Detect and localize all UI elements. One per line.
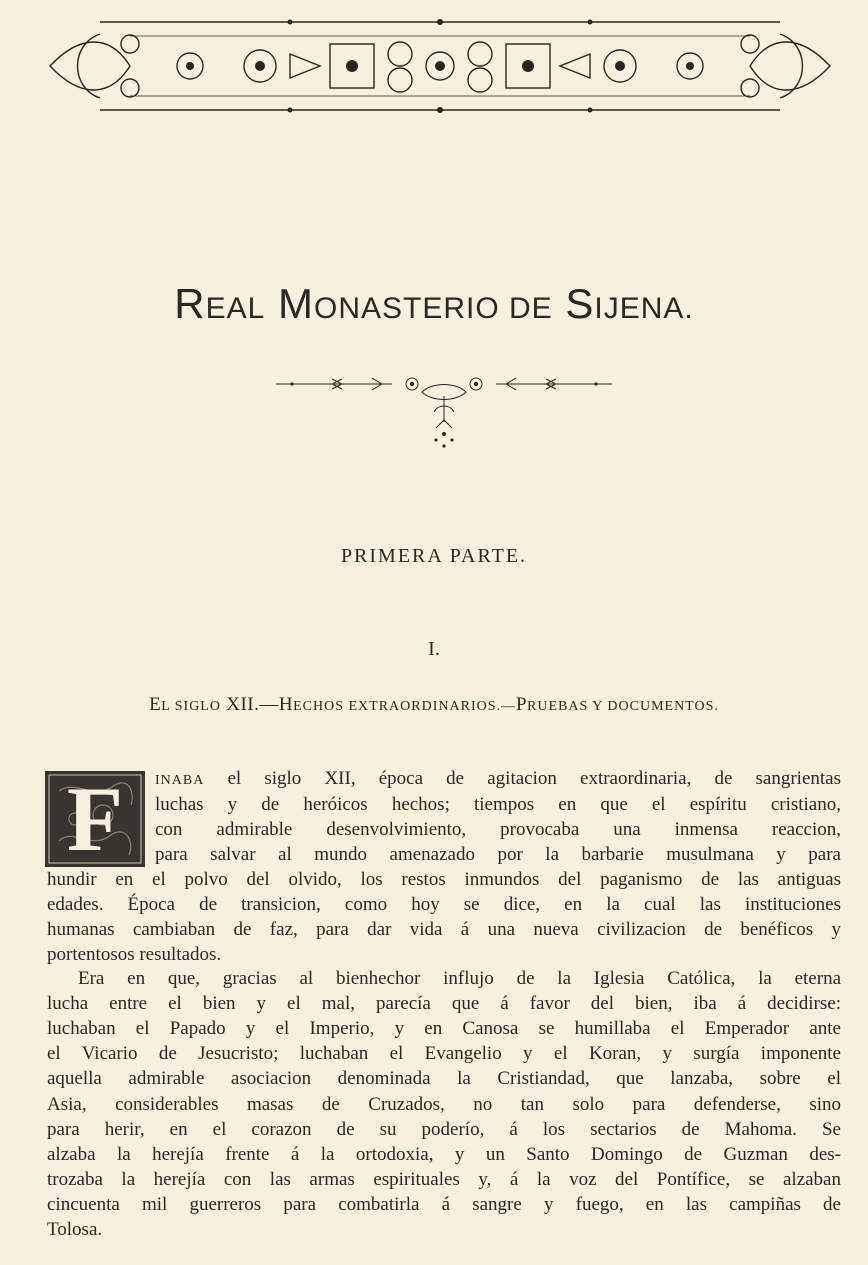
text-line: luchas y de heróicos hechos; tiempos en que el espíritu cristiano, [155, 794, 841, 815]
text-line: para herir, en el corazon de su poderío, á los sectarios de Mahoma. Se [47, 1119, 841, 1140]
text-line: para salvar al mundo amenazado por la barbarie musulmana y para [155, 844, 841, 865]
text-line: trozaba la herejía con las armas espirituales y, á la voz del Pontífice, se alzaban [47, 1169, 841, 1190]
text-line-content: el siglo XII, época de agitacion extraordinaria, de sangrientas [227, 768, 842, 789]
subtitle-text-3: RUEBAS Y DOCUMENTOS. [527, 699, 719, 714]
title-initial-2: M [277, 280, 314, 327]
text-line: lucha entre el bien y el mal, parecía que á favor del bien, iba á decidirse: [47, 993, 841, 1014]
chapter-subtitle [0, 694, 868, 716]
title-initial-1: R [174, 280, 206, 327]
subtitle-text-2: ECHOS EXTRAORDINARIOS.— [293, 699, 517, 714]
text-line: humanas cambiaban de faz, para dar vida á una nueva civilizacion de benéficos y [47, 919, 841, 940]
subtitle-initial-2: H [278, 694, 294, 715]
text-line: Asia, considerables masas de Cruzados, no tan solo para defenderse, sino [47, 1094, 841, 1115]
text-line: Tolosa. [47, 1219, 103, 1240]
text-line: alzaba la herejía frente á la ortodoxia, y un Santo Domingo de Guzman des- [47, 1144, 841, 1165]
text-line: hundir en el polvo del olvido, los restos inmundos del paganismo de las antiguas [47, 869, 841, 890]
text-line: el Vicario de Jesucristo; luchaban el Evangelio y el Koran, y surgía imponente [47, 1043, 841, 1064]
title-word-1: EAL [205, 292, 266, 325]
dropcap-rest: INABA [155, 773, 205, 788]
subtitle-initial-3: P [516, 694, 528, 715]
chapter-number: I. [428, 638, 440, 660]
text-line [155, 766, 841, 791]
subtitle-initial-1: E [149, 694, 162, 715]
title-initial-3: S [565, 280, 595, 327]
title-word-3: IJENA. [594, 292, 694, 325]
text-line: aquella admirable asociacion denominada la Cristiandad, que lanzaba, sobre el [47, 1068, 841, 1089]
text-line: portentosos resultados. [47, 944, 222, 965]
text-line: luchaban el Papado y el Imperio, y en Canosa se humillaba el Emperador ante [47, 1018, 841, 1039]
headpiece-ornament [40, 14, 840, 118]
part-heading: PRIMERA PARTE. [340, 545, 528, 567]
text-line: cincuenta mil guerreros para combatirla á sangre y fuego, en las campiñas de [47, 1194, 841, 1215]
divider-ornament [272, 372, 616, 452]
subtitle-number: XII.— [226, 694, 279, 715]
text-line: Era en que, gracias al bienhechor influjo de la Iglesia Católica, la eterna [78, 968, 841, 989]
dropcap [45, 768, 145, 870]
text-line: con admirable desenvolvimiento, provocaba una inmensa reaccion, [155, 819, 841, 840]
text-line: edades. Época de transicion, como hoy se dice, en la cual las instituciones [47, 894, 841, 915]
title-word-2: ONASTERIO DE [313, 292, 553, 325]
page-title [0, 280, 868, 328]
subtitle-text-1: L SIGLO [161, 699, 221, 714]
dropcap-letter: F [66, 768, 124, 870]
